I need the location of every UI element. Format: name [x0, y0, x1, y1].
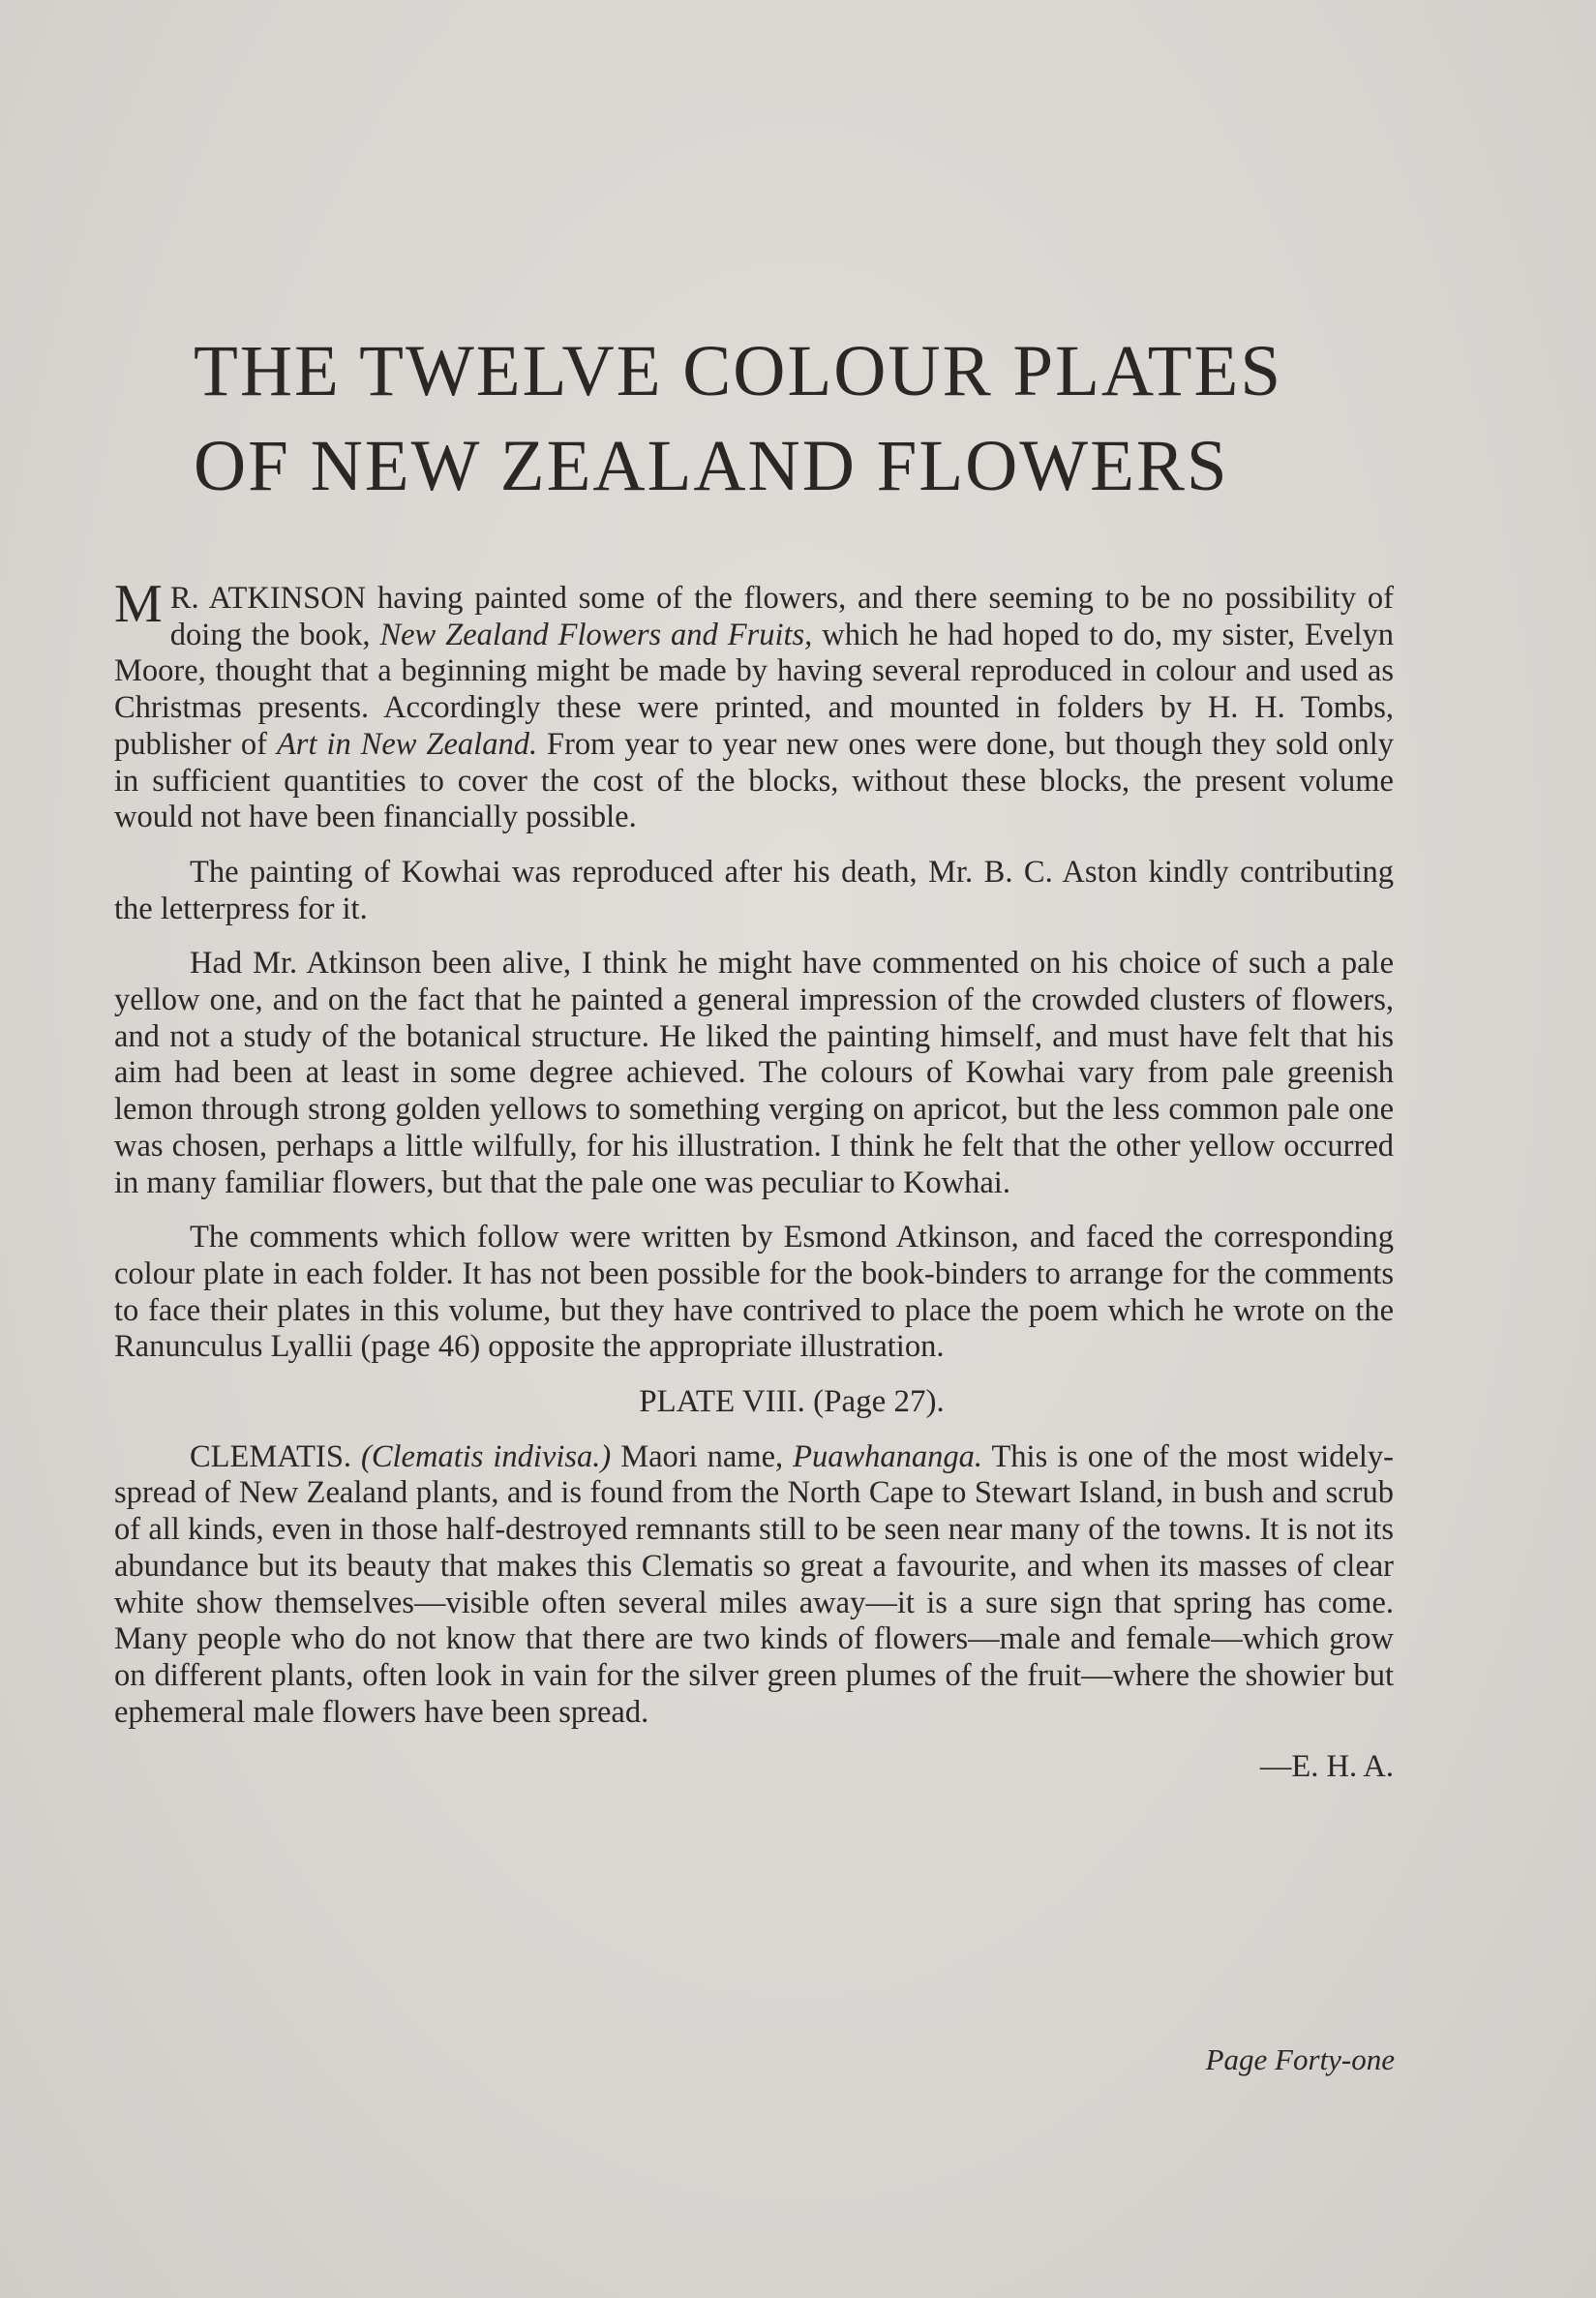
plant-name: CLEMATIS.: [190, 1438, 352, 1474]
title-line-1: THE TWELVE COLOUR PLATES: [194, 331, 1283, 411]
p1-text-b: which he had hoped to do, my sister, Evelyn Moore, thought that a beginning might be made by having several reproduced in colour and used as Christmas presents. Accordingly these were printed, and mounted in folders by H. H. Tombs, publisher of: [114, 617, 1395, 762]
intro-paragraph-4: The comments which follow were written by Esmond Atkinson, and faced the corresponding colour plate in each folder. It has not been possible for the book-binders to arrange for the comments to face their plates in this volume, but they have contrived to place the poem which he wrote on the Ranunculus Lyallii (page 46) opposite the appropriate illustration.: [114, 1220, 1394, 1365]
drop-cap: M: [114, 574, 163, 634]
maori-label: Maori name,: [611, 1438, 794, 1474]
plate-text: This is one of the most widely-spread of New Zealand plants, and is found from the North Cape to Stewart Island, in bush and scrub of all kinds, even in those half-destroyed remnants still to be seen near many of the towns. It is not its abundance but its beauty that makes this Clematis so great a favourite, and when its masses of clear white show themselves—visible often several miles away—it is a sure sign that spring has come. Many people who do not know that there are two kinds of flowers—male and female—which grow on different plants, often look in vain for the silver green plumes of the fruit—where the showier but ephemeral male flowers have been spread.: [114, 1438, 1394, 1730]
page-title: [194, 324, 1316, 514]
signature: —E. H. A.: [1259, 1749, 1394, 1785]
book-title: New Zealand Flowers and Fruits,: [379, 617, 813, 652]
page-number: Page Forty-one: [1205, 2042, 1395, 2076]
latin-name: (Clematis indivisa.): [361, 1438, 612, 1474]
p1-text-a: R. ATKINSON having painted some of the flowers, and there seeming to be no possibility of doing the book,: [169, 581, 1394, 652]
magazine-title: Art in New Zealand.: [276, 726, 538, 762]
p1-text-c: From year to year new ones were done, but though they sold only in sufficient quantities to cover the cost of the blocks, without these blocks, the present volume would not have been financially possible.: [114, 726, 1394, 835]
plate-heading: PLATE VIII. (Page 27).: [639, 1384, 945, 1420]
plate-description: [114, 1439, 1394, 1732]
intro-paragraph-3: Had Mr. Atkinson been alive, I think he might have commented on his choice of such a pale yellow one, and on the fact that he painted a general impression of the crowded clusters of flowers, and not a study of the botanical structure. He liked the painting himself, and must have felt that his aim had been at least in some degree achieved. The colours of Kowhai vary from pale greenish lemon through strong golden yellows to something verging on apricot, but the less common pale one was chosen, perhaps a little wilfully, for his illustration. I think he felt that the other yellow occurred in many familiar flowers, but that the pale one was peculiar to Kowhai.: [114, 946, 1394, 1200]
article-body: [114, 574, 1395, 1804]
maori-name: Puawhananga.: [793, 1438, 983, 1474]
intro-paragraph-1: [114, 574, 1395, 836]
intro-paragraph-2: The painting of Kowhai was reproduced after his death, Mr. B. C. Aston kindly contributing the letterpress for it.: [114, 854, 1394, 926]
title-line-2: OF NEW ZEALAND FLOWERS: [194, 426, 1229, 506]
